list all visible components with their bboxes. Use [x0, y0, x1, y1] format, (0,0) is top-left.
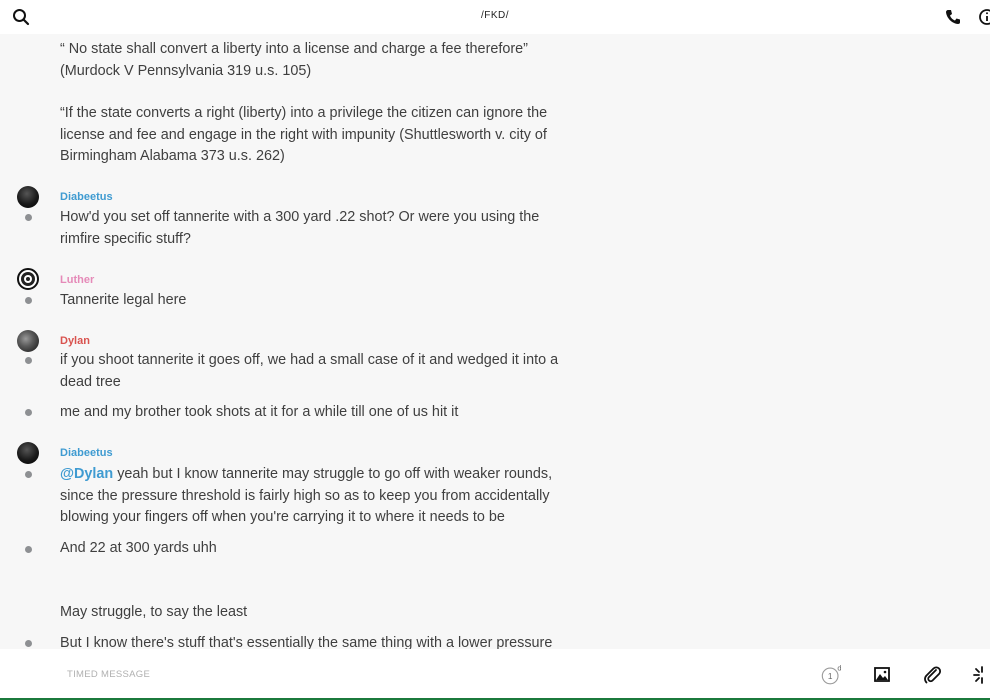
paperclip-icon[interactable]	[920, 663, 944, 687]
avatar[interactable]	[17, 268, 39, 290]
top-bar	[0, 0, 990, 34]
message-composer	[0, 649, 990, 700]
timer-unit: d	[837, 663, 842, 673]
sender-name[interactable]: Luther	[60, 274, 95, 286]
sparkle-icon[interactable]	[970, 663, 990, 687]
message-text: Birmingham Alabama 373 u.s. 262)	[60, 148, 285, 164]
message-text: blowing your fingers off when you're carrying it to where it needs to be	[60, 509, 505, 525]
conversation-title[interactable]: /FKD/	[480, 10, 510, 21]
sender-name[interactable]: Diabeetus	[60, 447, 113, 459]
info-icon[interactable]	[978, 8, 990, 26]
message-text	[60, 464, 565, 486]
message-text-rest: yeah but I know tannerite may struggle to go off with weaker rounds,	[113, 466, 553, 482]
avatar[interactable]	[17, 186, 39, 208]
status-dot	[25, 297, 32, 304]
status-dot	[25, 640, 32, 647]
message-text: And 22 at 300 yards uhh	[60, 540, 217, 556]
message-text: me and my brother took shots at it for a while till one of us hit it	[60, 404, 459, 420]
sender-name[interactable]: Diabeetus	[60, 191, 113, 203]
message-text: since the pressure threshold is fairly high so as to keep you from accidentally	[60, 488, 550, 504]
message-text: “If the state converts a right (liberty) into a privilege the citizen can ignore the	[60, 105, 548, 121]
status-dot	[25, 471, 32, 478]
timer-value: 1	[827, 671, 833, 682]
status-dot	[25, 546, 32, 553]
message-text: (Murdock V Pennsylvania 319 u.s. 105)	[60, 63, 312, 79]
message-text: But I know there's stuff that's essentially the same thing with a lower pressure	[60, 635, 553, 649]
message-text: license and fee and engage in the right with impunity (Shuttlesworth v. city of	[60, 127, 547, 143]
message-text: May struggle, to say the least	[60, 604, 248, 620]
status-dot	[25, 409, 32, 416]
status-dot	[25, 214, 32, 221]
message-text: How'd you set off tannerite with a 300 yard .22 shot? Or were you using the	[60, 209, 540, 225]
message-text: rimfire specific stuff?	[60, 231, 191, 247]
avatar[interactable]	[17, 442, 39, 464]
message-list[interactable]	[0, 34, 990, 649]
message-text: dead tree	[60, 374, 121, 390]
image-icon[interactable]	[870, 663, 894, 687]
status-dot	[25, 357, 32, 364]
timed-message-input[interactable]: TIMED MESSAGE	[67, 669, 151, 680]
message-text: “ No state shall convert a liberty into a license and charge a fee therefore”	[60, 41, 528, 57]
sender-name[interactable]: Dylan	[60, 335, 90, 347]
avatar[interactable]	[17, 330, 39, 352]
phone-icon[interactable]	[944, 8, 962, 26]
message-text: if you shoot tannerite it goes off, we had a small case of it and wedged it into a	[60, 352, 559, 368]
timer-icon[interactable]	[820, 663, 844, 687]
avatar-emblem-icon	[19, 270, 37, 288]
user-mention-link[interactable]: @Dylan	[60, 466, 114, 482]
message-text: Tannerite legal here	[60, 292, 187, 308]
